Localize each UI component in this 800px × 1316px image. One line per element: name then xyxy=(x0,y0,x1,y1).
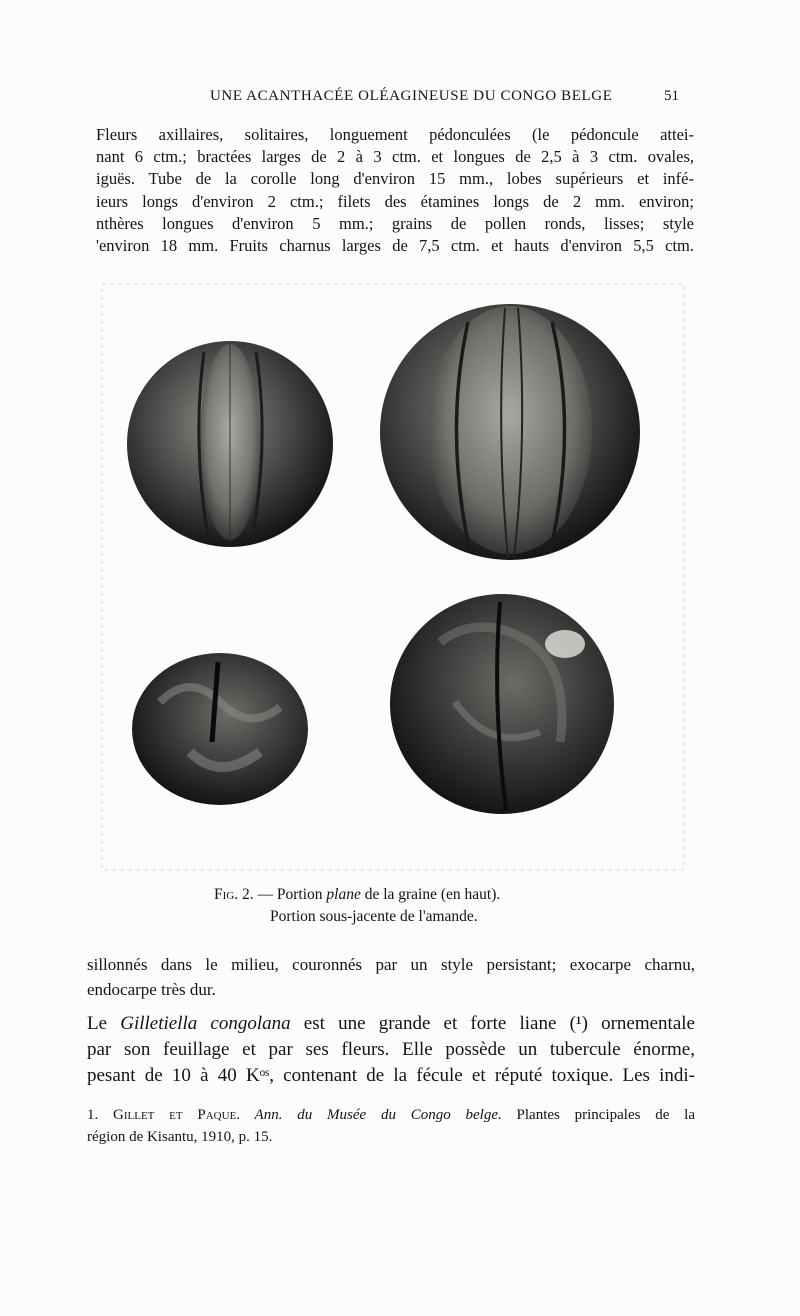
text-line: ieurs longs d'environ 2 ctm.; filets des étamines longs de 2 mm. environ; xyxy=(96,191,694,211)
seed-photographs xyxy=(100,282,686,874)
paragraph-description xyxy=(96,124,694,257)
caption-line-2: Portion sous-jacente de l'amande. xyxy=(270,908,478,925)
text-line: sillonnés dans le milieu, couronnés par un style persistant; exocarpe charnu, xyxy=(87,955,695,974)
footnote xyxy=(87,1104,695,1148)
text-run: Le xyxy=(87,1013,121,1034)
text-line: 'environ 18 mm. Fruits charnus larges de 7,5 ctm. et hauts d'environ 5,5 ctm. xyxy=(96,236,694,256)
footnote-journal: Ann. du Musée du Congo belge. xyxy=(240,1107,502,1123)
seed-top-right xyxy=(380,304,640,560)
text-line: endocarpe très dur. xyxy=(87,980,216,999)
caption-line-1 xyxy=(214,884,500,905)
text-line: nthères longues d'environ 5 mm.; grains de pollen ronds, lisses; style xyxy=(96,213,694,233)
paragraph-gilletiella xyxy=(87,1011,695,1089)
footnote-text: Plantes principales de la xyxy=(501,1107,695,1123)
kernel-bottom-left xyxy=(132,653,308,805)
figure-seeds xyxy=(100,282,686,874)
text-line: iguës. Tube de la corolle long d'environ 15 mm., lobes supérieurs et infé- xyxy=(96,169,694,189)
footnote-line xyxy=(87,1104,695,1126)
text-line: nant 6 ctm.; bractées larges de 2 à 3 ctm. et longues de 2,5 à 3 ctm. ovales, xyxy=(96,147,694,167)
footnote-number: 1. xyxy=(87,1107,114,1123)
footnote-authors: Gillet et Paque. xyxy=(113,1107,241,1123)
caption-text: de la graine (en haut). xyxy=(360,886,501,903)
paragraph-fruit xyxy=(87,952,695,1002)
caption-text: — Portion xyxy=(253,886,327,903)
page-number: 51 xyxy=(664,88,679,104)
running-header xyxy=(0,88,800,112)
kernel-bottom-right xyxy=(390,594,614,814)
running-title: UNE ACANTHACÉE OLÉAGINEUSE DU CONGO BELGE xyxy=(210,88,613,104)
text-line: pesant de 10 à 40 Kᵒˢ, contenant de la fécule et réputé toxique. Les indi- xyxy=(87,1065,695,1086)
species-name: Gilletiella congolana xyxy=(120,1013,291,1034)
footnote-line: région de Kisantu, 1910, p. 15. xyxy=(87,1129,273,1145)
caption-italic: plane xyxy=(326,886,361,903)
text-run: est une grande et forte liane (¹) ornementale xyxy=(290,1013,695,1034)
text-line: Fleurs axillaires, solitaires, longuement pédonculées (le pédoncule attei- xyxy=(96,125,694,144)
caption-label: Fig. 2. xyxy=(214,886,254,903)
text-line: par son feuillage et par ses fleurs. Elle possède un tubercule énorme, xyxy=(87,1039,695,1060)
seed-top-left xyxy=(127,341,333,547)
text-line xyxy=(87,1011,695,1037)
